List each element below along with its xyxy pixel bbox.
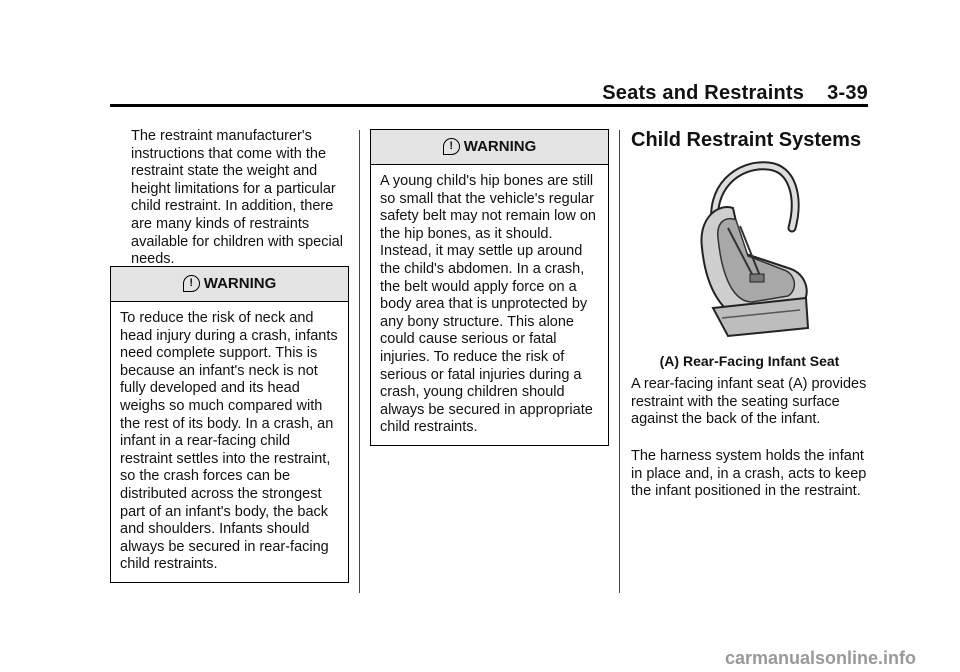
warning-header [111,267,348,302]
section-name: Seats and Restraints [602,82,805,104]
page-header [110,82,868,102]
infant-seat-illustration [688,158,820,338]
column-divider-1 [359,130,360,593]
warning-text: A young child's hip bones are still so small that the vehicle's regular safety belt may not remain low on the hip bones, as it should. Instead, it may settle up around the child's abdomen. In a crash, the belt would apply force on a body area that is unprotected by any bony structure. This alone could cause serious or fatal injuries. To reduce the risk of serious or fatal injuries during a crash, young children should always be secured in appropriate child restraints. [380,173,596,436]
header-rule [110,104,868,107]
section-title: Child Restraint Systems [631,129,862,151]
warning-box-left [110,266,349,583]
warning-text: To reduce the risk of neck and head injury during a crash, infants need complete support. This is because an infant's neck is not fully developed and its head weighs so much compared with the rest of its body. In a crash, an infant in a rear-facing child restraint settles into the restraint, so the crash forces can be distributed across the strongest part of an infant's body, the back and shoulders. Infants should always be secured in rear-facing child restraints. [120,310,338,573]
column-divider-2 [619,130,620,593]
warning-box-middle [370,129,609,446]
header-title [602,82,868,105]
warning-title: WARNING [463,138,537,155]
paragraph-2: The harness system holds the infant in place and, in a crash, acts to keep the infant positioned in the restraint. [631,448,867,500]
watermark: carmanualsonline.info [725,648,917,668]
figure-caption: (A) Rear-Facing Infant Seat [659,353,840,369]
warning-header [371,130,608,165]
warning-icon: ! [183,275,200,292]
warning-icon: ! [443,138,460,155]
warning-title: WARNING [203,275,277,292]
intro-paragraph: The restraint manufacturer's instructions that come with the restraint state the weight and height limitations for a particular child restraint. In addition, there are many kinds of restraints available for children with special needs. [131,128,343,268]
paragraph-1: A rear-facing infant seat (A) provides restraint with the seating surface against the back of the infant. [631,376,867,428]
page-number: 3-39 [827,82,868,104]
